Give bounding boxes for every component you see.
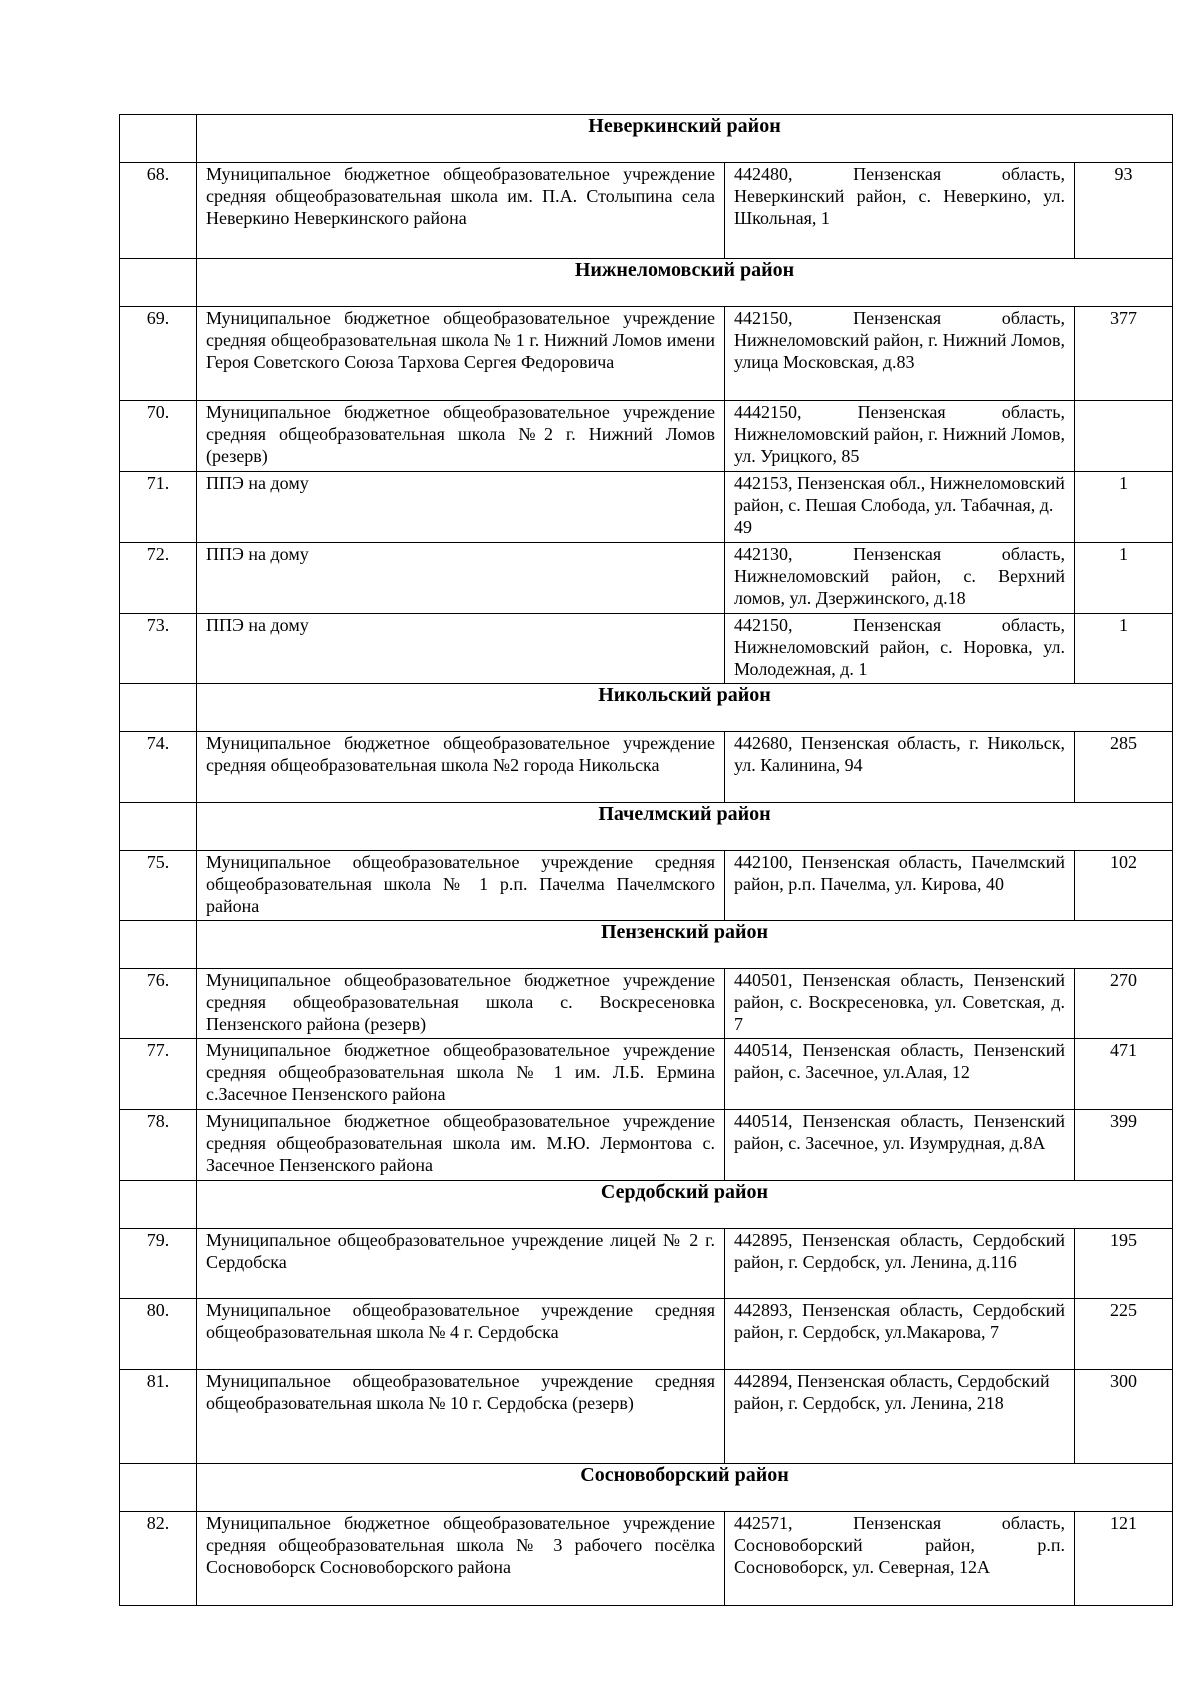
participant-count: 270: [1075, 969, 1173, 1039]
row-number: 78.: [120, 1110, 197, 1181]
institution-name: Муниципальное бюджетное общеобразовательное учреждение средняя общеобразовательная школа им. М.Ю. Лермонтова с. Засечное Пензенского района: [197, 1110, 725, 1181]
table-row: [120, 614, 1173, 684]
participant-count: 285: [1075, 732, 1173, 803]
institution-name: Муниципальное общеобразовательное учреждение средняя общеобразовательная школа № 1 р.п. Пачелма Пачелмского района: [197, 851, 725, 921]
section-title: Неверкинский район: [197, 115, 1173, 163]
section-title: Пензенский район: [197, 921, 1173, 969]
row-number: 73.: [120, 614, 197, 684]
institution-name: Муниципальное общеобразовательное бюджетное учреждение средняя общеобразовательная школа с. Воскресеновка Пензенского района (резерв): [197, 969, 725, 1039]
institution-address: 4442150, Пензенская область, Нижнеломовский район, г. Нижний Ломов, ул. Урицкого, 85: [725, 401, 1075, 472]
institution-name: Муниципальное бюджетное общеобразовательное учреждение средняя общеобразовательная школа № 1 г. Нижний Ломов имени Героя Советского Союза Тархова Сергея Федоровича: [197, 307, 725, 401]
table-row: [120, 1370, 1173, 1464]
row-number: 82.: [120, 1512, 197, 1606]
row-number: 77.: [120, 1039, 197, 1110]
participant-count: 1: [1075, 543, 1173, 614]
table-row: [120, 1229, 1173, 1299]
table-row: [120, 307, 1173, 401]
row-number: 72.: [120, 543, 197, 614]
institution-address: 440514, Пензенская область, Пензенский район, с. Засечное, ул. Изумрудная, д.8А: [725, 1110, 1075, 1181]
table-row: [120, 851, 1173, 921]
institution-name: Муниципальное общеобразовательное учреждение лицей № 2 г. Сердобска: [197, 1229, 725, 1299]
participant-count: 377: [1075, 307, 1173, 401]
section-header-row: [120, 1181, 1173, 1229]
participant-count: 121: [1075, 1512, 1173, 1606]
section-num-cell: [120, 1181, 197, 1229]
institution-name: Муниципальное общеобразовательное учреждение средняя общеобразовательная школа № 10 г. Сердобска (резерв): [197, 1370, 725, 1464]
row-number: 70.: [120, 401, 197, 472]
institution-address: 442895, Пензенская область, Сердобский район, г. Сердобск, ул. Ленина, д.116: [725, 1229, 1075, 1299]
institution-address: 442571, Пензенская область, Сосновоборский район, р.п. Сосновоборск, ул. Северная, 12А: [725, 1512, 1075, 1606]
row-number: 68.: [120, 163, 197, 259]
table-row: [120, 969, 1173, 1039]
section-title: Сердобский район: [197, 1181, 1173, 1229]
section-num-cell: [120, 921, 197, 969]
section-header-row: [120, 115, 1173, 163]
table-row: [120, 401, 1173, 472]
table-row: [120, 472, 1173, 543]
section-header-row: [120, 259, 1173, 307]
participant-count: 300: [1075, 1370, 1173, 1464]
institution-address: 442150, Пензенская область, Нижнеломовский район, г. Нижний Ломов, улица Московская, д.83: [725, 307, 1075, 401]
institution-name: Муниципальное бюджетное общеобразовательное учреждение средняя общеобразовательная школа № 1 им. Л.Б. Ермина с.Засечное Пензенского района: [197, 1039, 725, 1110]
participant-count: 471: [1075, 1039, 1173, 1110]
participant-count: 399: [1075, 1110, 1173, 1181]
participant-count: 1: [1075, 614, 1173, 684]
institution-address: 442100, Пензенская область, Пачелмский район, р.п. Пачелма, ул. Кирова, 40: [725, 851, 1075, 921]
institution-address: 442153, Пензенская обл., Нижнеломовский район, с. Пешая Слобода, ул. Табачная, д. 49: [725, 472, 1075, 543]
participant-count: 93: [1075, 163, 1173, 259]
row-number: 71.: [120, 472, 197, 543]
section-title: Нижнеломовский район: [197, 259, 1173, 307]
table-row: [120, 1512, 1173, 1606]
row-number: 75.: [120, 851, 197, 921]
institution-address: 442150, Пензенская область, Нижнеломовский район, с. Норовка, ул. Молодежная, д. 1: [725, 614, 1075, 684]
institution-address: 442893, Пензенская область, Сердобский район, г. Сердобск, ул.Макарова, 7: [725, 1299, 1075, 1370]
section-title: Пачелмский район: [197, 803, 1173, 851]
row-number: 69.: [120, 307, 197, 401]
section-title: Сосновоборский район: [197, 1464, 1173, 1512]
section-num-cell: [120, 803, 197, 851]
institution-name: Муниципальное бюджетное общеобразовательное учреждение средняя общеобразовательная школа №2 г. Нижний Ломов (резерв): [197, 401, 725, 472]
institution-name: ППЭ на дому: [197, 614, 725, 684]
institution-address: 442130, Пензенская область, Нижнеломовский район, с. Верхний ломов, ул. Дзержинского, д.18: [725, 543, 1075, 614]
participant-count: [1075, 401, 1173, 472]
institution-name: ППЭ на дому: [197, 543, 725, 614]
participant-count: 225: [1075, 1299, 1173, 1370]
institution-name: Муниципальное бюджетное общеобразовательное учреждение средняя общеобразовательная школа № 3 рабочего посёлка Сосновоборск Сосновоборского района: [197, 1512, 725, 1606]
table-row: [120, 543, 1173, 614]
institution-address: 442680, Пензенская область, г. Никольск, ул. Калинина, 94: [725, 732, 1075, 803]
institution-name: Муниципальное бюджетное общеобразовательное учреждение средняя общеобразовательная школа №2 города Никольска: [197, 732, 725, 803]
row-number: 76.: [120, 969, 197, 1039]
row-number: 81.: [120, 1370, 197, 1464]
participant-count: 102: [1075, 851, 1173, 921]
participant-count: 1: [1075, 472, 1173, 543]
table-row: [120, 732, 1173, 803]
section-header-row: [120, 684, 1173, 732]
exam-points-table: [119, 114, 1173, 1606]
table-row: [120, 1039, 1173, 1110]
institution-name: Муниципальное общеобразовательное учреждение средняя общеобразовательная школа № 4 г. Сердобска: [197, 1299, 725, 1370]
table-row: [120, 1299, 1173, 1370]
section-num-cell: [120, 259, 197, 307]
section-title: Никольский район: [197, 684, 1173, 732]
section-header-row: [120, 803, 1173, 851]
row-number: 79.: [120, 1229, 197, 1299]
table-row: [120, 1110, 1173, 1181]
section-header-row: [120, 1464, 1173, 1512]
institution-name: ППЭ на дому: [197, 472, 725, 543]
institution-address: 440514, Пензенская область, Пензенский район, с. Засечное, ул.Алая, 12: [725, 1039, 1075, 1110]
institution-address: 442894, Пензенская область, Сердобский район, г. Сердобск, ул. Ленина, 218: [725, 1370, 1075, 1464]
row-number: 74.: [120, 732, 197, 803]
participant-count: 195: [1075, 1229, 1173, 1299]
institution-name: Муниципальное бюджетное общеобразовательное учреждение средняя общеобразовательная школа им. П.А. Столыпина села Неверкино Неверкинского района: [197, 163, 725, 259]
section-num-cell: [120, 684, 197, 732]
institution-address: 442480, Пензенская область, Неверкинский район, с. Неверкино, ул. Школьная, 1: [725, 163, 1075, 259]
institution-address: 440501, Пензенская область, Пензенский район, с. Воскресеновка, ул. Советская, д. 7: [725, 969, 1075, 1039]
table-row: [120, 163, 1173, 259]
row-number: 80.: [120, 1299, 197, 1370]
section-header-row: [120, 921, 1173, 969]
section-num-cell: [120, 1464, 197, 1512]
section-num-cell: [120, 115, 197, 163]
